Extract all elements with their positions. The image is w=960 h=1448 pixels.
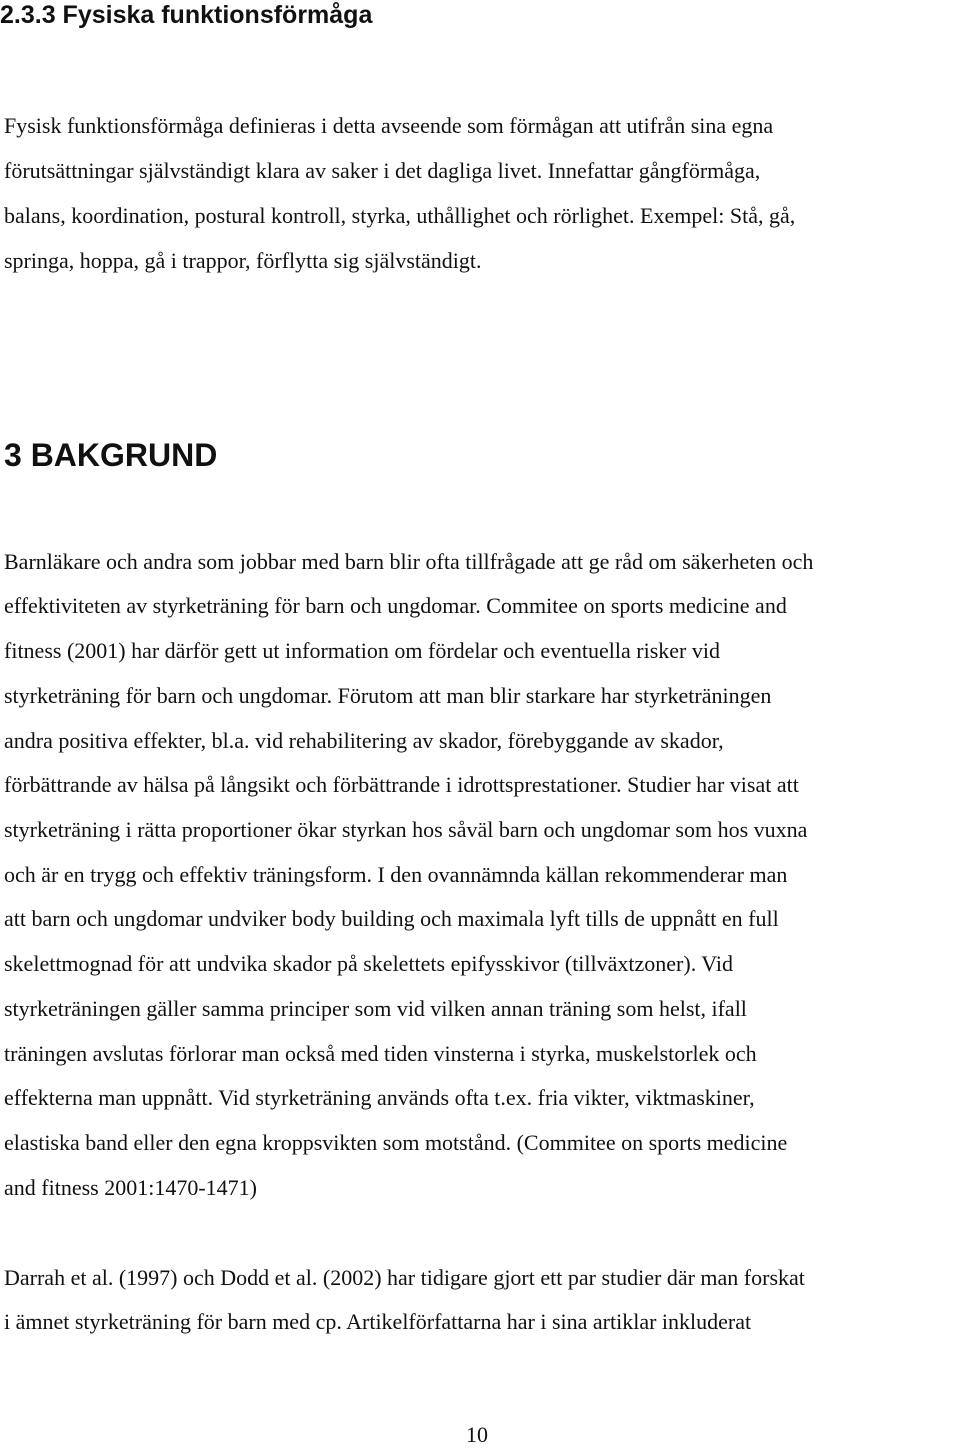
text-line: och är en trygg och effektiv träningsform. I den ovannämnda källan rekommenderar man (4, 862, 788, 887)
text-line: i ämnet styrketräning för barn med cp. Artikelförfattarna har i sina artiklar inkluderat (4, 1309, 752, 1334)
page-number: 10 (466, 1422, 488, 1447)
text-line: effekterna man uppnått. Vid styrketräning används ofta t.ex. fria vikter, viktmaskiner, (4, 1085, 755, 1110)
text-line: styrketräning för barn och ungdomar. Förutom att man blir starkare har styrketräningen (4, 683, 772, 708)
text-line: förutsättningar självständigt klara av saker i det dagliga livet. Innefattar gångförmåga, (4, 158, 761, 183)
text-line: effektiviteten av styrketräning för barn och ungdomar. Commitee on sports medicine and (4, 593, 787, 618)
text-line: styrketräning i rätta proportioner ökar styrkan hos såväl barn och ungdomar som hos vuxna (4, 817, 808, 842)
text-line: Fysisk funktionsförmåga definieras i detta avseende som förmågan att utifrån sina egna (4, 113, 774, 138)
section-heading: 2.3.3 Fysiska funktionsförmåga (0, 1, 373, 29)
text-line: fitness (2001) har därför gett ut information om fördelar och eventuella risker vid (4, 638, 720, 663)
text-line: and fitness 2001:1470-1471) (4, 1175, 257, 1200)
text-line: träningen avslutas förlorar man också med tiden vinsterna i styrka, muskelstorlek och (4, 1041, 757, 1066)
text-line: Barnläkare och andra som jobbar med barn blir ofta tillfrågade att ge råd om säkerheten och (4, 549, 814, 574)
text-line: att barn och ungdomar undviker body building och maximala lyft tills de uppnått en full (4, 906, 779, 931)
text-line: skelettmognad för att undvika skador på skelettets epifysskivor (tillväxtzoner). Vid (4, 951, 733, 976)
text-line: andra positiva effekter, bl.a. vid rehabilitering av skador, förebyggande av skador, (4, 728, 724, 753)
text-line: elastiska band eller den egna kroppsvikten som motstånd. (Commitee on sports medicine (4, 1130, 788, 1155)
text-line: Darrah et al. (1997) och Dodd et al. (2002) har tidigare gjort ett par studier där man forskat (4, 1265, 805, 1290)
text-line: styrketräningen gäller samma principer som vid vilken annan träning som helst, ifall (4, 996, 747, 1021)
text-line: balans, koordination, postural kontroll, styrka, uthållighet och rörlighet. Exempel: Stå, gå, (4, 203, 796, 228)
chapter-heading: 3 BAKGRUND (4, 437, 218, 473)
text-line: förbättrande av hälsa på långsikt och förbättrande i idrottsprestationer. Studier har visat att (4, 772, 799, 797)
text-line: springa, hoppa, gå i trappor, förflytta sig självständigt. (4, 248, 482, 273)
